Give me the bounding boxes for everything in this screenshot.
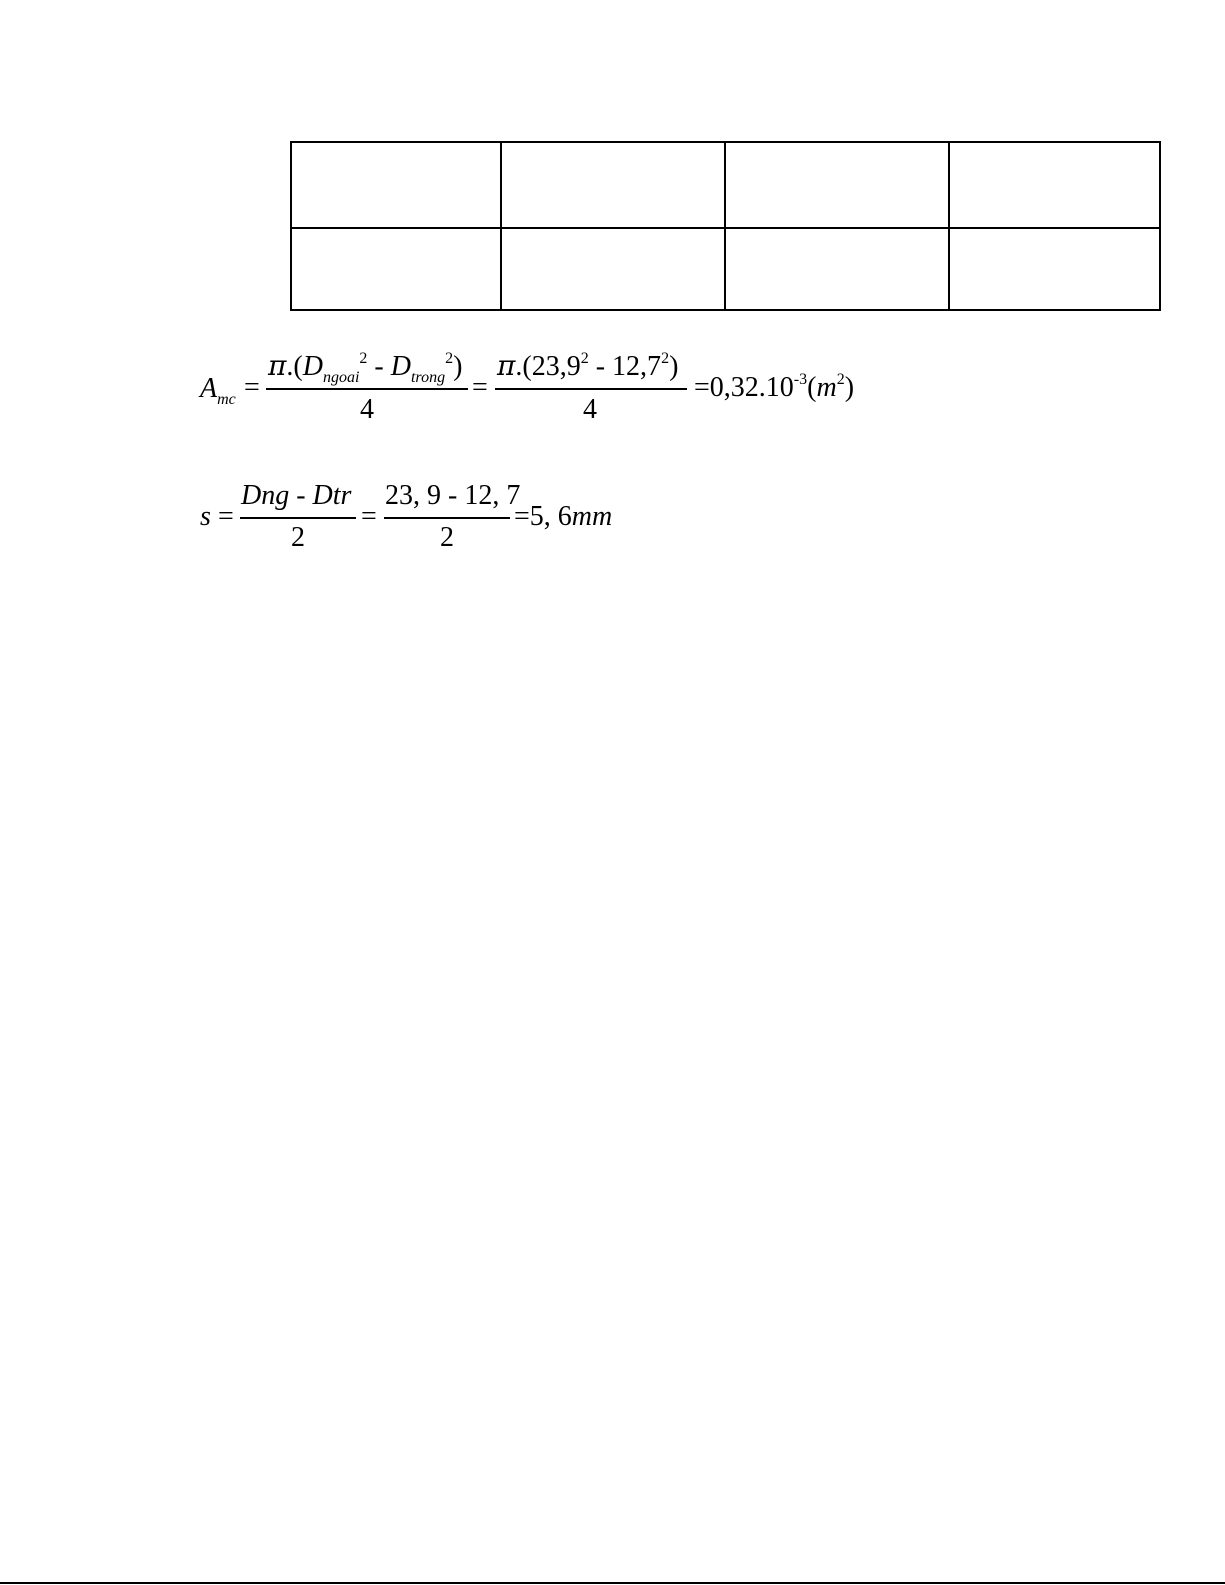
thickness-result: =5, 6mm — [514, 501, 613, 532]
table-cell — [501, 228, 725, 310]
table-cell — [725, 142, 949, 228]
fraction-bar — [384, 517, 510, 519]
area-lhs: $A_{mc}$ — [200, 373, 236, 408]
table-cell — [501, 142, 725, 228]
area-numerator-numeric: π.(23,9$^2$ - 12,7$^2$) — [497, 349, 679, 382]
table-cell — [949, 142, 1160, 228]
fraction-bar — [495, 388, 687, 390]
thickness-denominator: 2 — [440, 522, 454, 553]
fraction-bar — [240, 517, 356, 519]
equals-sign: = — [472, 372, 488, 403]
thickness-denominator: 2 — [291, 522, 305, 553]
equals-sign: = — [218, 501, 234, 532]
area-denominator: 4 — [360, 394, 374, 425]
thickness-numerator-numeric: 23, 9 - 12, 7 — [385, 480, 521, 511]
equals-sign: = — [244, 372, 260, 403]
thickness-lhs: s — [200, 501, 211, 532]
thickness-numerator-symbolic: Dng - Dtr — [241, 480, 352, 511]
table-cell — [725, 228, 949, 310]
fraction-bar — [266, 388, 468, 390]
area-denominator: 4 — [583, 394, 597, 425]
data-table — [290, 141, 1161, 311]
table-cell — [949, 228, 1160, 310]
table-cell — [291, 228, 501, 310]
table-row — [291, 142, 1160, 228]
area-result: $=0,32.10^{-3}(m^2)$ — [694, 371, 855, 403]
area-numerator-symbolic: $\pi.(D_{ngoai}^2 - D_{trong}^2)$ — [268, 349, 463, 386]
table-cell — [291, 142, 501, 228]
table-row — [291, 228, 1160, 310]
equals-sign: = — [361, 501, 377, 532]
page-bottom-rule — [0, 1582, 1225, 1584]
